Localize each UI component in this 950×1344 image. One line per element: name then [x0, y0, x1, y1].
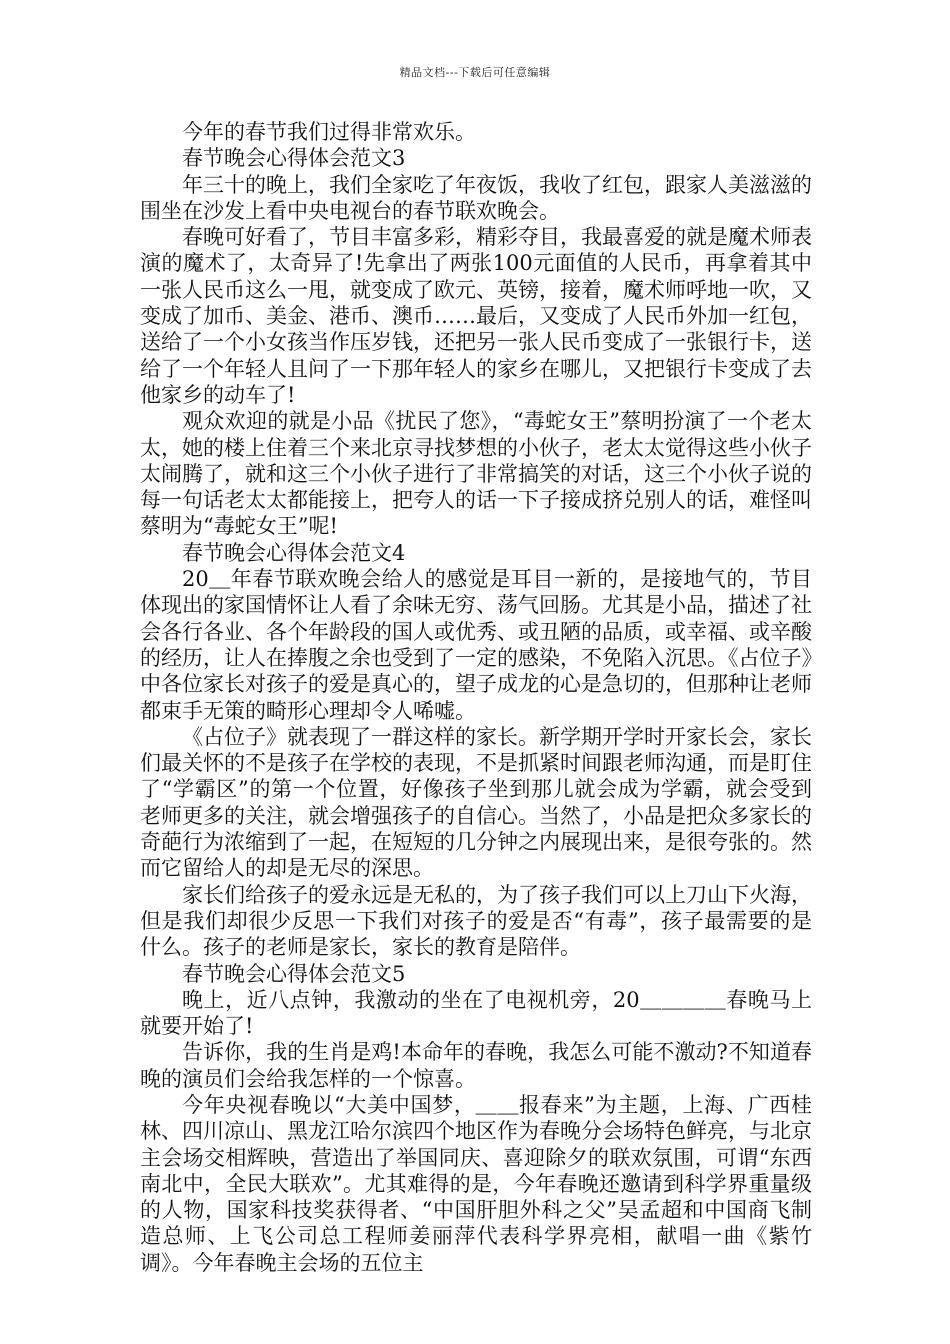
paragraph: 今年的春节我们过得非常欢乐。	[182, 120, 476, 144]
section-heading: 春节晚会心得体会范文4	[182, 540, 406, 565]
paragraph: 晚上，近八点钟，我激动的坐在了电视机旁，20＿＿＿＿春晚马上就要开始了!	[140, 987, 812, 1039]
document-body	[140, 119, 812, 1276]
paragraph: 观众欢迎的就是小品《扰民了您》，“毒蛇女王”蔡明扮演了一个老太太，她的楼上住着三个来北京寻找梦想的小伙子，老太太觉得这些小伙子太闹腾了，就和这三个小伙子进行了非常搞笑的对话，这三个小伙子说的每一句话老太太都能接上，把夸人的话一下子接成挤兑别人的话，难怪叫蔡明为“毒蛇女王”呢!	[140, 409, 812, 539]
paragraph: 《占位子》就表现了一群这样的家长。新学期开学时开家长会，家长们最关怀的不是孩子在学校的表现，不是抓紧时间跟老师沟通，而是盯住了“学霸区”的第一个位置，好像孩子坐到那儿就会成为学霸，就会受到老师更多的关注，就会增强孩子的自信心。当然了，小品是把众多家长的奇葩行为浓缩到了一起，在短短的几分钟之内展现出来，是很夸张的。然而它留给人的却是无尽的深思。	[140, 724, 812, 881]
section-heading: 春节晚会心得体会范文3	[182, 146, 406, 171]
paragraph: 20＿年春节联欢晚会给人的感觉是耳目一新的，是接地气的，节目体现出的家国情怀让人看了余味无穷、荡气回肠。尤其是小品，描述了社会各行各业、各个年龄段的国人或优秀、或丑陋的品质，或幸福、或辛酸的经历，让人在捧腹之余也受到了一定的感染，不免陷入沉思。《占位子》中各位家长对孩子的爱是真心的，望子成龙的心是急切的，但那种让老师都束手无策的畸形心理却令人唏嘘。	[140, 567, 812, 723]
page-header: 精品文档---下载后可任意编辑	[399, 66, 551, 79]
paragraph: 家长们给孩子的爱永远是无私的，为了孩子我们可以上刀山下火海，但是我们却很少反思一下我们对孩子的爱是否“有毒”，孩子最需要的是什么。孩子的老师是家长，家长的教育是陪伴。	[140, 882, 812, 960]
paragraph: 年三十的晚上，我们全家吃了年夜饭，我收了红包，跟家人美滋滋的围坐在沙发上看中央电视台的春节联欢晚会。	[140, 172, 812, 223]
paragraph: 春晚可好看了，节目丰富多彩，精彩夺目，我最喜爱的就是魔术师表演的魔术了，太奇异了!先拿出了两张100元面值的人民币，再拿着其中一张人民币这么一甩，就变成了欧元、英镑，接着，魔术师呼地一吹，又变成了加币、美金、港币、澳币……最后，又变成了人民币外加一红包，送给了一个小女孩当作压岁钱，还把另一张人民币变成了一张银行卡，送给了一个年轻人且问了一下那年轻人的家乡在哪儿，又把银行卡变成了去他家乡的动车了!	[140, 225, 812, 407]
paragraph: 今年央视春晚以“大美中国梦，＿＿报春来”为主题，上海、广西桂林、四川凉山、黑龙江哈尔滨四个地区作为春晚分会场特色鲜亮，与北京主会场交相辉映，营造出了举国同庆、喜迎除夕的联欢氛围，可谓“东西南北中，全民大联欢”。尤其难得的是，今年春晚还邀请到科学界重量级的人物，国家科技奖获得者、“中国肝胆外科之父”吴孟超和中国商飞制造总师、上飞公司总工程师姜丽萍代表科学界亮相，献唱一曲《紫竹调》。今年春晚主会场的五位主	[140, 1092, 812, 1275]
section-heading: 春节晚会心得体会范文5	[182, 961, 406, 986]
paragraph: 告诉你，我的生肖是鸡!本命年的春晚，我怎么可能不激动?不知道春晚的演员们会给我怎样的一个惊喜。	[140, 1040, 812, 1091]
